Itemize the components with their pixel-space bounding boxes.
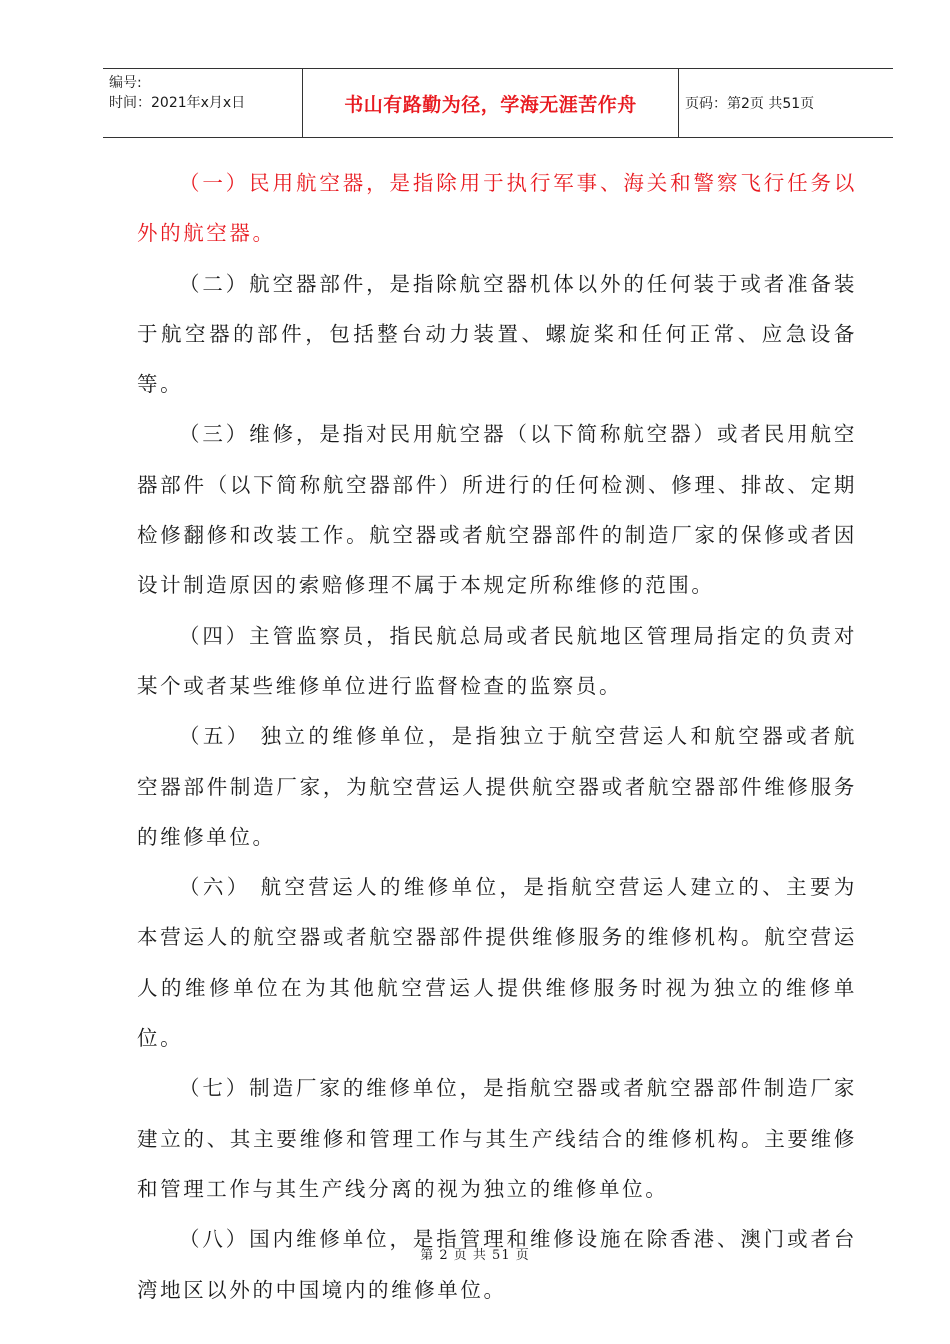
header-motto: 书山有路勤为径，学海无涯苦作舟 <box>303 69 679 137</box>
header-page-label: 页码：第2页 共51页 <box>685 96 815 112</box>
page-footer: 第 2 页 共 51 页 <box>420 1248 530 1263</box>
paragraph-5: （五） 独立的维修单位，是指独立于航空营运人和航空器或者航空器部件制造厂家，为航空营运人提供航空器或者航空器部件维修服务的维修单位。 <box>137 724 857 849</box>
code-label: 编号: <box>109 75 142 91</box>
document-body <box>137 158 857 1315</box>
paragraph-4: （四）主管监察员，指民航总局或者民航地区管理局指定的负责对某个或者某些维修单位进行监督检查的监察员。 <box>137 623 857 698</box>
paragraph-6: （六） 航空营运人的维修单位，是指航空营运人建立的、主要为本营运人的航空器或者航空器部件提供维修服务的维修机构。航空营运人的维修单位在为其他航空营运人提供维修服务时视为独立的维修单位。 <box>137 875 857 1051</box>
paragraph-1: （一）民用航空器，是指除用于执行军事、海关和警察飞行任务以外的航空器。 <box>137 171 857 246</box>
paragraph-3: （三）维修，是指对民用航空器（以下简称航空器）或者民用航空器部件（以下简称航空器部件）所进行的任何检测、修理、排故、定期检修翻修和改装工作。航空器或者航空器部件的制造厂家的保修或者因设计制造原因的索赔修理不属于本规定所称维修的范围。 <box>137 422 857 598</box>
paragraph-8: （八）国内维修单位，是指管理和维修设施在除香港、澳门或者台湾地区以外的中国境内的维修单位。 <box>137 1227 857 1302</box>
page-header <box>103 68 893 138</box>
time-label: 时间：2021年x月x日 <box>109 95 246 111</box>
header-meta <box>103 69 303 137</box>
paragraph-2: （二）航空器部件，是指除航空器机体以外的任何装于或者准备装于航空器的部件，包括整台动力装置、螺旋桨和任何正常、应急设备等。 <box>137 271 857 397</box>
paragraph-7: （七）制造厂家的维修单位，是指航空器或者航空器部件制造厂家建立的、其主要维修和管理工作与其生产线结合的维修机构。主要维修和管理工作与其生产线分离的视为独立的维修单位。 <box>137 1076 857 1201</box>
